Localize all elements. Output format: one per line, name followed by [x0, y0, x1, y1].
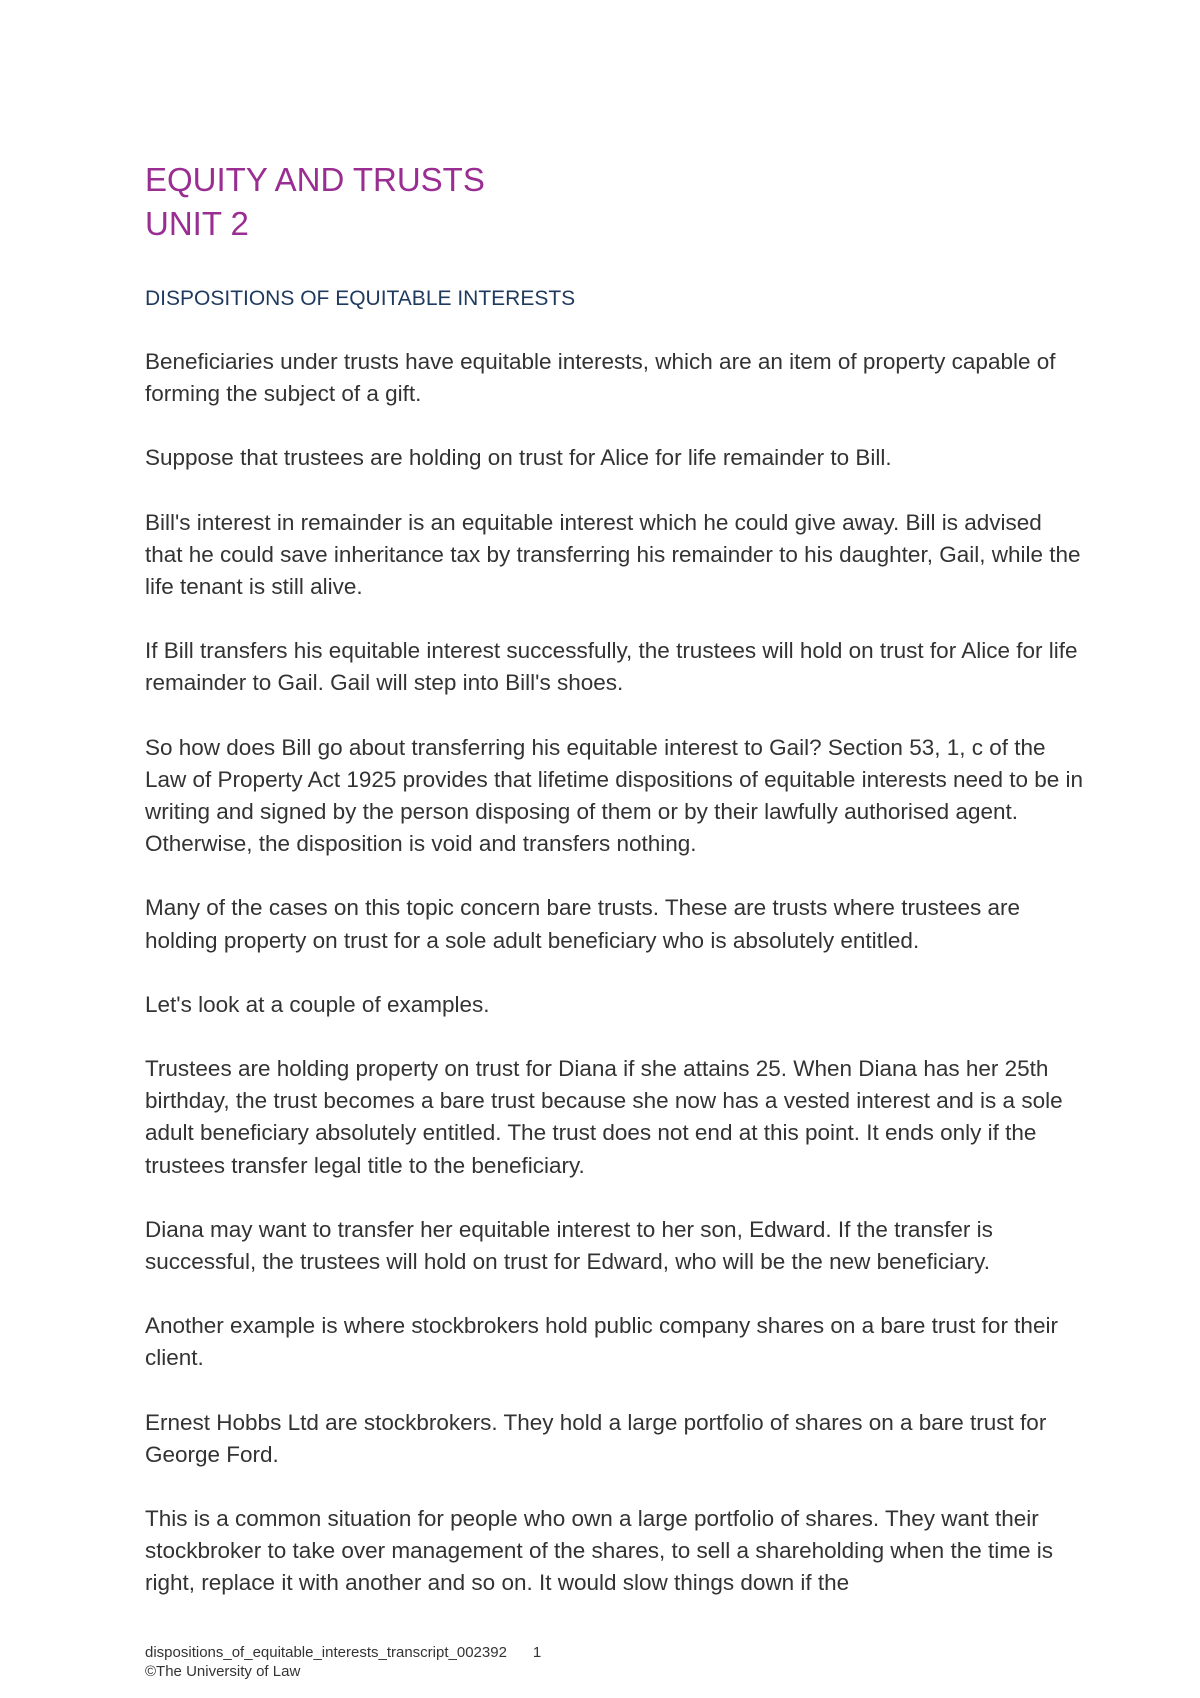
- paragraph: Diana may want to transfer her equitable interest to her son, Edward. If the transfer is successful, the trustees will hold on trust for Edward, who will be the new beneficiary.: [145, 1216, 993, 1275]
- paragraph: Many of the cases on this topic concern bare trusts. These are trusts where trustees are holding property on trust for a sole adult beneficiary who is absolutely entitled.: [145, 895, 1021, 953]
- footer-page-number: 1: [532, 1644, 542, 1661]
- paragraph: If Bill transfers his equitable interest successfully, the trustees will hold on trust for Alice for life remainder to Gail. Gail will step into Bill's shoes.: [145, 638, 1078, 696]
- paragraph: Trustees are holding property on trust for Diana if she attains 25. When Diana has her 25th birthday, the trust becomes a bare trust because she now has a vested interest and is a sole adult beneficiary absolutely entitled. The trust does not end at this point. It ends only if the trustees transfer legal title to the beneficiary.: [145, 1056, 1063, 1178]
- footer-filename: dispositions_of_equitable_interests_transcript_002392: [145, 1644, 507, 1661]
- paragraph: Bill's interest in remainder is an equitable interest which he could give away. Bill is advised that he could save inheritance tax by transferring his remainder to his daughter, Gail, while the life tenant is still alive.: [145, 509, 1081, 600]
- footer-copyright: ©The University of Law: [145, 1663, 301, 1680]
- document-title-line-2: UNIT 2: [145, 205, 249, 242]
- paragraph: Beneficiaries under trusts have equitable interests, which are an item of property capable of forming the subject of a gift.: [145, 349, 1056, 407]
- paragraph: Suppose that trustees are holding on trust for Alice for life remainder to Bill.: [145, 445, 892, 471]
- paragraph: Ernest Hobbs Ltd are stockbrokers. They hold a large portfolio of shares on a bare trust for George Ford.: [145, 1409, 1047, 1467]
- section-heading: DISPOSITIONS OF EQUITABLE INTERESTS: [145, 287, 576, 310]
- paragraph: So how does Bill go about transferring his equitable interest to Gail? Section 53, 1, c of the Law of Property Act 1925 provides that lifetime dispositions of equitable interests need to be in writing and signed by the person disposing of them or by their lawfully authorised agent. Otherwise, the disposition is void and transfers nothing.: [145, 734, 1084, 857]
- paragraph: This is a common situation for people who own a large portfolio of shares. They want their stockbroker to take over management of the shares, to sell a shareholding when the time is right, replace it with another and so on. It would slow things down if the: [145, 1506, 1053, 1596]
- paragraph: Another example is where stockbrokers hold public company shares on a bare trust for their client.: [145, 1313, 1058, 1371]
- footer-file-line: [145, 1643, 541, 1662]
- document-title-line-1: EQUITY AND TRUSTS: [145, 161, 485, 198]
- document-content: [145, 158, 1085, 1600]
- paragraph: Let's look at a couple of examples.: [145, 991, 490, 1017]
- page-footer: [145, 1643, 541, 1681]
